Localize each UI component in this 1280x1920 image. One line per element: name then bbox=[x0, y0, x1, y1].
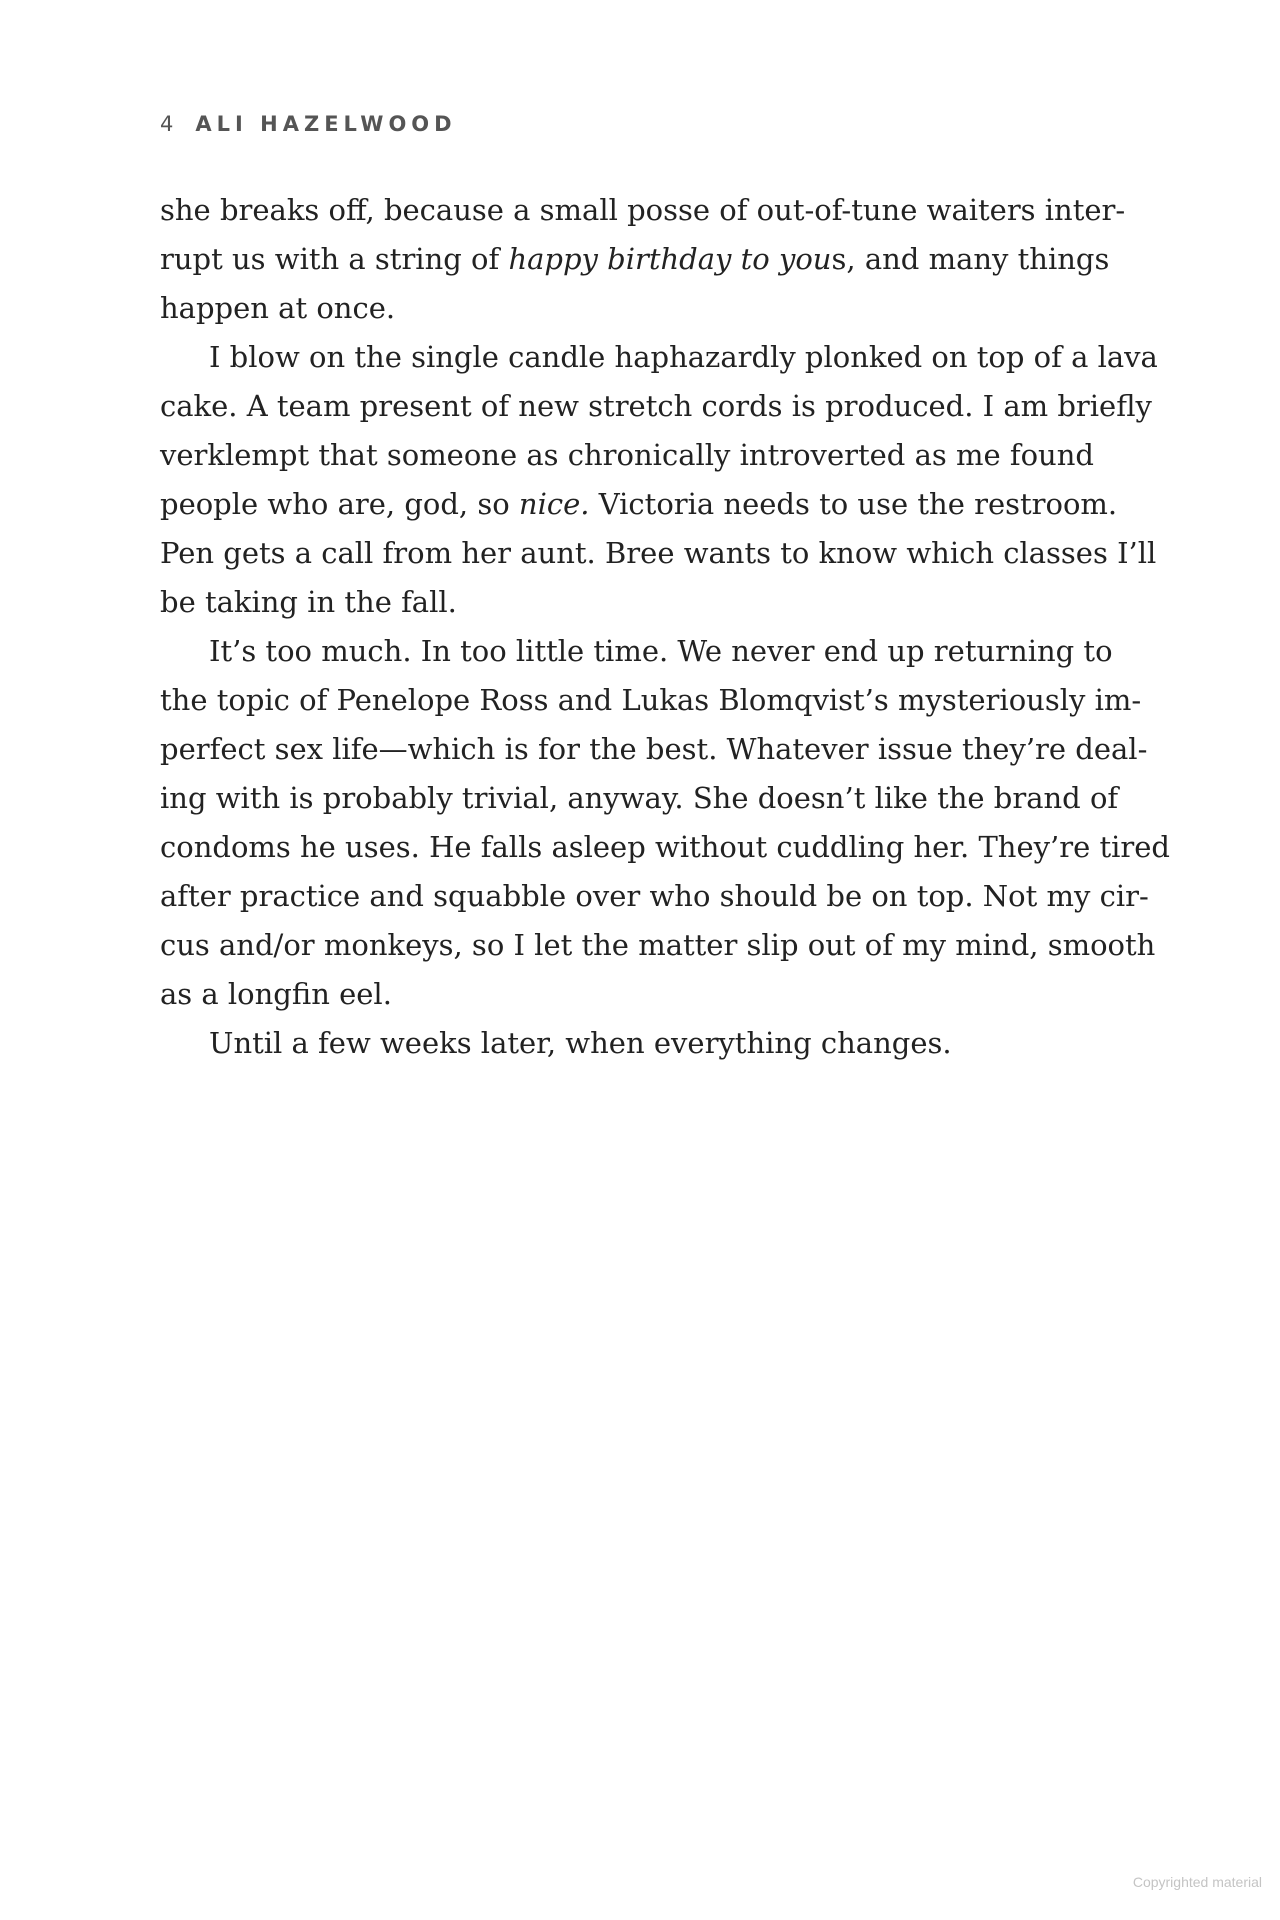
text-line: cake. A team present of new stretch cords is produced. I am briefly bbox=[160, 389, 1152, 423]
running-header bbox=[160, 112, 457, 136]
text-line bbox=[160, 235, 1110, 284]
text-line: Until a few weeks later, when everything changes. bbox=[209, 1026, 952, 1060]
text-span: Victoria needs to use the restroom. bbox=[589, 487, 1118, 521]
text-line: perfect sex life—which is for the best. Whatever issue they’re deal- bbox=[160, 732, 1148, 766]
text-span: people who are, god, so bbox=[160, 487, 519, 521]
page-number: 4 bbox=[160, 112, 174, 136]
text-line: be taking in the fall. bbox=[160, 585, 457, 619]
text-line: the topic of Penelope Ross and Lukas Blomqvist’s mysteriously im- bbox=[160, 683, 1142, 717]
page-body-text bbox=[160, 186, 1170, 1068]
text-line: condoms he uses. He falls asleep without cuddling her. They’re tired bbox=[160, 830, 1170, 864]
text-line bbox=[160, 480, 1118, 529]
text-line: cus and/or monkeys, so I let the matter slip out of my mind, smooth bbox=[160, 928, 1156, 962]
text-line: I blow on the single candle haphazardly plonked on top of a lava bbox=[209, 340, 1158, 374]
italic-text: nice. bbox=[518, 487, 590, 521]
text-line: It’s too much. In too little time. We never end up returning to bbox=[209, 634, 1113, 668]
author-name: ALI HAZELWOOD bbox=[195, 112, 457, 136]
text-line: verklempt that someone as chronically introverted as me found bbox=[160, 438, 1094, 472]
text-line: as a longfin eel. bbox=[160, 977, 392, 1011]
text-span: s, and many things bbox=[831, 242, 1110, 276]
text-line: ing with is probably trivial, anyway. She doesn’t like the brand of bbox=[160, 781, 1119, 815]
text-line: she breaks off, because a small posse of out-of-tune waiters inter- bbox=[160, 193, 1126, 227]
text-line: Pen gets a call from her aunt. Bree wants to know which classes I’ll bbox=[160, 536, 1157, 570]
text-line: happen at once. bbox=[160, 291, 396, 325]
italic-text: happy birthday to you bbox=[508, 242, 832, 276]
copyright-watermark: Copyrighted material bbox=[1132, 1874, 1262, 1890]
text-line: after practice and squabble over who should be on top. Not my cir- bbox=[160, 879, 1149, 913]
text-span: rupt us with a string of bbox=[160, 242, 509, 276]
